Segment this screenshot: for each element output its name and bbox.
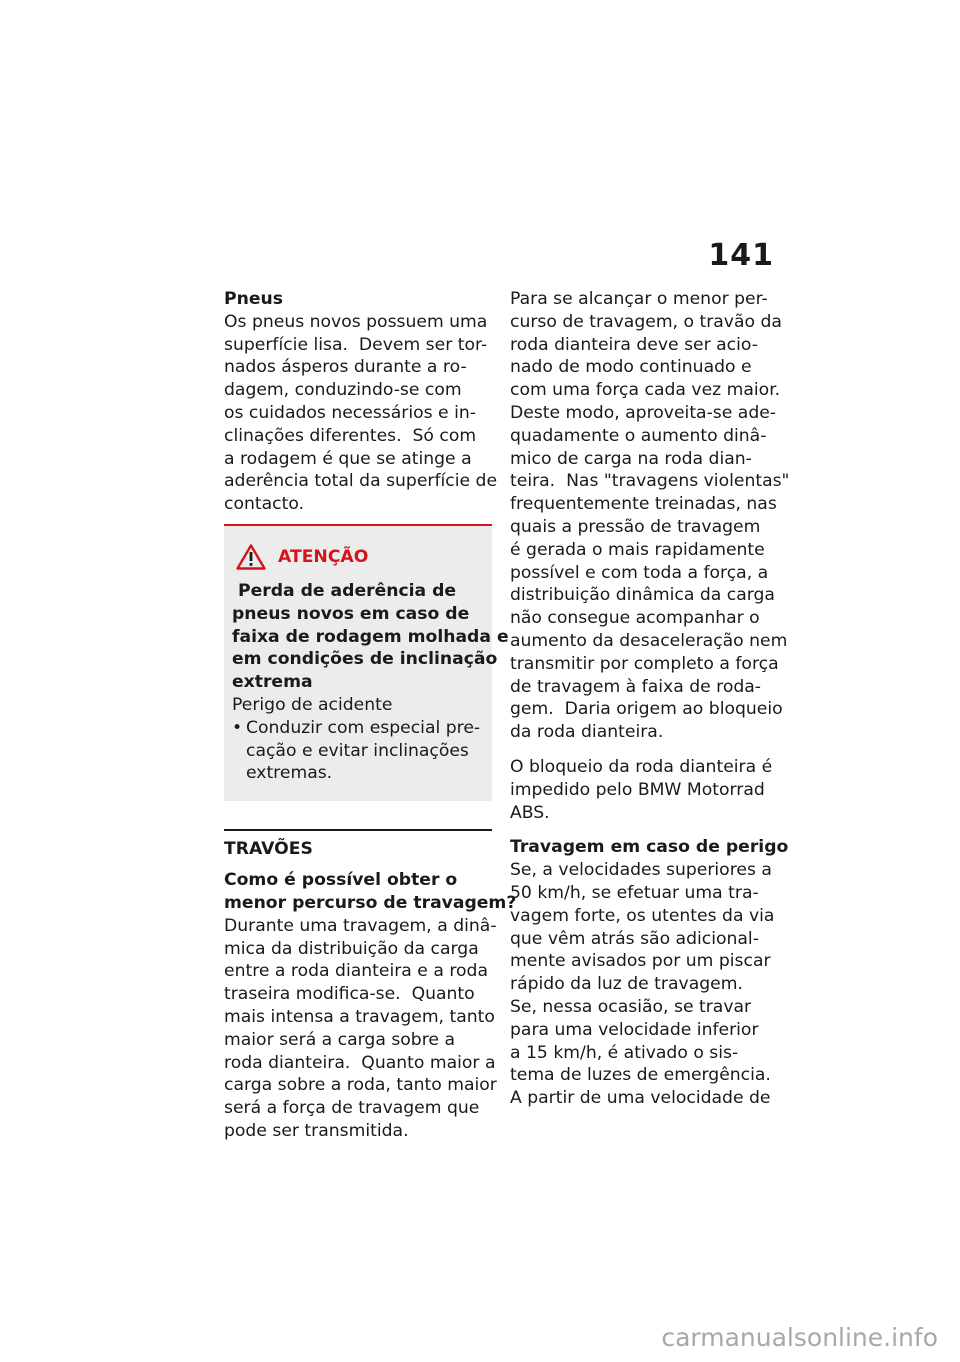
text-line: pode ser transmitida. bbox=[224, 1120, 409, 1141]
warning-header bbox=[236, 544, 492, 570]
text-line: que vêm atrás são adicional- bbox=[510, 928, 759, 949]
text-line: aderência total da superfície de bbox=[224, 471, 498, 492]
text-line: distribuição dinâmica da carga bbox=[510, 585, 775, 606]
bullet-text bbox=[246, 717, 480, 785]
text-line: extremas. bbox=[246, 763, 333, 784]
paragraph-spacer bbox=[510, 744, 782, 756]
pneus-heading: Pneus bbox=[224, 289, 283, 309]
text-line: teira. Nas "travagens violentas" bbox=[510, 471, 790, 492]
bullet-icon: • bbox=[232, 717, 243, 738]
text-line: roda dianteira deve ser acio- bbox=[510, 334, 758, 355]
pneus-paragraph bbox=[224, 311, 498, 516]
text-line: O bloqueio da roda dianteira é bbox=[510, 756, 773, 777]
text-line: cação e evitar inclinações bbox=[246, 740, 469, 761]
left-column bbox=[224, 288, 517, 1143]
text-line: curso de travagem, o travão da bbox=[510, 311, 782, 332]
right-column bbox=[510, 288, 790, 1110]
question-line: menor percurso de travagem? bbox=[224, 892, 517, 913]
text-line: de travagem à faixa de roda- bbox=[510, 676, 761, 697]
section-divider bbox=[224, 829, 517, 1143]
text-line: impedido pelo BMW Motorrad bbox=[510, 779, 765, 800]
text-line: transmitir por completo a força bbox=[510, 653, 779, 674]
text-line: é gerada o mais rapidamente bbox=[510, 539, 765, 560]
paragraph-spacer bbox=[510, 824, 782, 836]
abs-paragraph bbox=[510, 756, 782, 824]
text-line: com uma força cada vez maior. bbox=[510, 380, 781, 401]
text-line: mais intensa a travagem, tanto bbox=[224, 1006, 495, 1027]
text-line: traseira modifica-se. Quanto bbox=[224, 984, 475, 1005]
warning-bold-line: extrema bbox=[232, 672, 313, 693]
warning-bold-line: pneus novos em caso de bbox=[232, 603, 470, 624]
text-line: aumento da desaceleração nem bbox=[510, 630, 788, 651]
warning-box bbox=[224, 524, 509, 801]
text-line: 50 km/h, se efetuar uma tra- bbox=[510, 882, 759, 903]
warning-triangle-icon bbox=[236, 544, 266, 570]
warning-bold-line: Perda de aderência de bbox=[232, 580, 457, 601]
text-line: será a força de travagem que bbox=[224, 1098, 480, 1119]
text-line: da roda dianteira. bbox=[510, 722, 664, 743]
warning-title: ATENÇÃO bbox=[278, 546, 369, 567]
page-number: 141 bbox=[708, 238, 774, 273]
text-line: Se, nessa ocasião, se travar bbox=[510, 996, 752, 1017]
text-line: Durante uma travagem, a dinâ- bbox=[224, 915, 497, 936]
text-line: contacto. bbox=[224, 494, 304, 515]
text-line: ABS. bbox=[510, 802, 550, 823]
warning-bullet bbox=[232, 717, 492, 785]
text-line: frequentemente treinadas, nas bbox=[510, 494, 777, 515]
text-line: Para se alcançar o menor per- bbox=[510, 289, 768, 309]
text-line: para uma velocidade inferior bbox=[510, 1019, 759, 1040]
text-line: os cuidados necessários e in- bbox=[224, 402, 476, 423]
text-line: Conduzir com especial pre- bbox=[246, 717, 481, 738]
text-line: clinações diferentes. Só com bbox=[224, 425, 477, 446]
text-line: não consegue acompanhar o bbox=[510, 608, 760, 629]
text-line: nados ásperos durante a ro- bbox=[224, 357, 467, 378]
text-line: carga sobre a roda, tanto maior bbox=[224, 1075, 497, 1096]
text-line: dagem, conduzindo-se com bbox=[224, 380, 462, 401]
text-line: mico de carga na roda dian- bbox=[510, 448, 752, 469]
text-line: a rodagem é que se atinge a bbox=[224, 448, 472, 469]
text-line: Se, a velocidades superiores a bbox=[510, 860, 772, 881]
text-line: quadamente o aumento dinâ- bbox=[510, 425, 767, 446]
warning-body bbox=[232, 580, 509, 785]
text-line: Os pneus novos possuem uma bbox=[224, 311, 488, 332]
watermark: carmanualsonline.info bbox=[661, 1323, 938, 1352]
warning-hazard: Perigo de acidente bbox=[232, 694, 393, 715]
danger-braking-heading: Travagem em caso de perigo bbox=[510, 837, 789, 858]
text-line: a 15 km/h, é ativado o sis- bbox=[510, 1042, 739, 1063]
danger-braking-paragraph bbox=[510, 859, 782, 1110]
text-line: Deste modo, aproveita-se ade- bbox=[510, 402, 777, 423]
text-line: entre a roda dianteira e a roda bbox=[224, 961, 488, 982]
text-line: mente avisados por um piscar bbox=[510, 951, 771, 972]
text-line: mica da distribuição da carga bbox=[224, 938, 479, 959]
warning-bold-line: em condições de inclinação bbox=[232, 649, 498, 670]
text-line: vagem forte, os utentes da via bbox=[510, 905, 775, 926]
section-title: TRAVÕES bbox=[224, 839, 313, 860]
text-line: quais a pressão de travagem bbox=[510, 516, 761, 537]
text-line: maior será a carga sobre a bbox=[224, 1029, 455, 1050]
text-line: A partir de uma velocidade de bbox=[510, 1088, 771, 1109]
text-line: roda dianteira. Quanto maior a bbox=[224, 1052, 496, 1073]
braking-paragraph bbox=[510, 288, 790, 744]
text-line: rápido da luz de travagem. bbox=[510, 974, 743, 995]
text-line: tema de luzes de emergência. bbox=[510, 1065, 771, 1086]
text-line: possível e com toda a força, a bbox=[510, 562, 769, 583]
text-line: nado de modo continuado e bbox=[510, 357, 752, 378]
text-line: superfície lisa. Devem ser tor- bbox=[224, 334, 488, 355]
text-line: gem. Daria origem ao bloqueio bbox=[510, 699, 783, 720]
question-line: Como é possível obter o bbox=[224, 870, 458, 891]
warning-bold-line: faixa de rodagem molhada e bbox=[232, 626, 509, 647]
